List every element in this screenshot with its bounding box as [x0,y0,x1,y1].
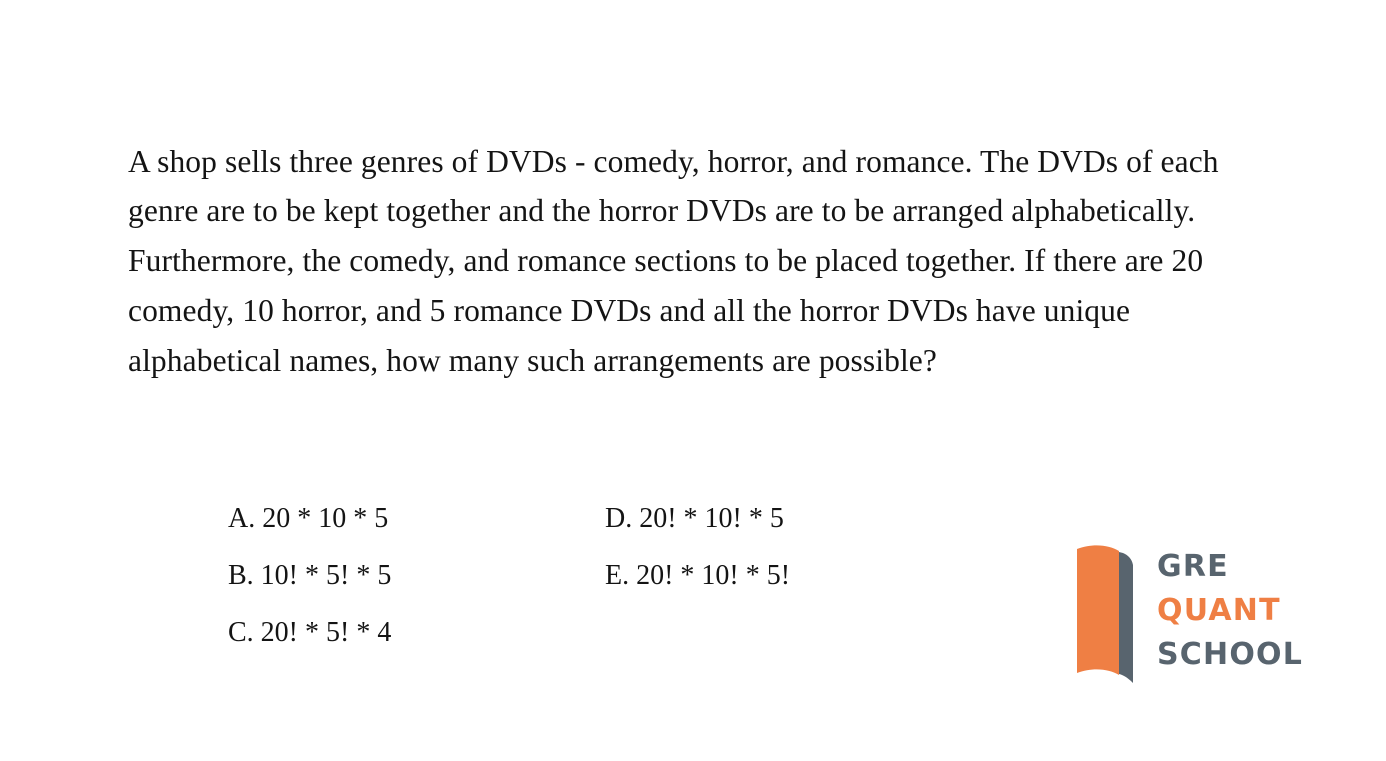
logo-line-gre: GRE [1157,549,1229,584]
logo-wordmark [1157,545,1304,677]
answer-choice-b[interactable]: B. 10! * 5! * 5 [228,560,392,591]
answer-choice-d[interactable]: D. 20! * 10! * 5 [605,503,784,534]
logo-line-school: SCHOOL [1157,637,1304,672]
open-book-icon [1075,543,1137,688]
answer-choices-column-left [228,505,391,676]
answer-choice-c[interactable]: C. 20! * 5! * 4 [228,617,392,648]
answer-choice-a[interactable]: A. 20 * 10 * 5 [228,503,389,534]
logo-line-quant: QUANT [1157,593,1281,628]
question-text: A shop sells three genres of DVDs - comedy, horror, and romance. The DVDs of each genre are to be kept together and the horror DVDs are to be arranged alphabetically. Furthermore, the comedy, and romance sections to be placed together. If there are 20 comedy, 10 horror, and 5 romance DVDs and all the horror DVDs have unique alphabetical names, how many such arrangements are possible? [128,143,1219,378]
answer-choice-e[interactable]: E. 20! * 10! * 5! [605,560,791,591]
brand-logo [1075,543,1304,688]
answer-choices-column-right [605,505,790,619]
